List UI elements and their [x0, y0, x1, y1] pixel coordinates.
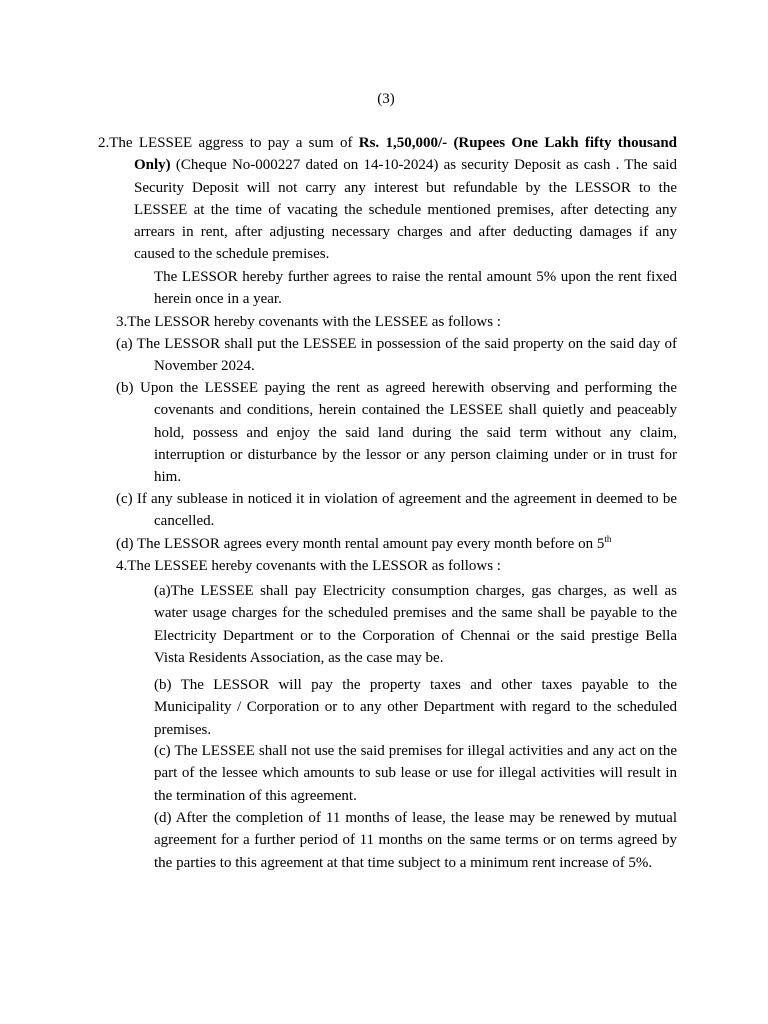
ordinal-suffix: th [604, 534, 612, 544]
clause-4-heading: 4.The LESSEE hereby covenants with the LESSOR as follows : [116, 558, 501, 574]
clause-4-d: (d) After the completion of 11 months of lease, the lease may be renewed by mutual agreement for a further period of 11 months on the same terms or on terms agreed by the parties to this agreement at that time subject to a minimum rent increase of 5%. [154, 810, 677, 871]
page-number: (3) [377, 91, 395, 107]
clause-2-number: 2. [98, 135, 110, 151]
deposit-amount: Rs. 1,50,000/- [358, 135, 448, 151]
clause-2: 2.The LESSEE aggress to pay a sum of Rs. 1,50,000/- (Rupees One Lakh fifty thousand Only) (Cheque No-000227 dated on 14-10-2024) as security Deposit as cash . The said Security Deposit will not carry any interest but refundable by the LESSOR to the LESSEE at the time of vacating the schedule mentioned premises, after detecting any arrears in rent, after adjusting necessary charges and after deducting damages if any caused to the schedule premises. [98, 135, 677, 263]
clause-3-a: (a) The LESSOR shall put the LESSEE in possession of the said property on the said day of November 2024. [116, 336, 677, 375]
clause-3-c: (c) If any sublease in noticed it in violation of agreement and the agreement in deemed to be cancelled. [116, 491, 677, 530]
clause-4-c: (c) The LESSEE shall not use the said premises for illegal activities and any act on the part of the lessee which amounts to sub lease or use for illegal activities will result in the termination of this agreement. [154, 743, 677, 804]
clause-3-d: (d) The LESSOR agrees every month rental amount pay every month before on 5th [116, 534, 612, 552]
clause-4-b: (b) The LESSOR will pay the property taxes and other taxes payable to the Municipality / Corporation or to any other Department with regard to the scheduled premises. [154, 677, 677, 738]
clause-3-b: (b) Upon the LESSEE paying the rent as agreed herewith observing and performing the covenants and conditions, herein contained the LESSEE shall quietly and peaceably hold, possess and enjoy the said land during the said term without any claim, interruption or disturbance by the lessor or any person claiming under or in trust for him. [116, 380, 677, 486]
clause-2-rent-increase: The LESSOR hereby further agrees to raise the rental amount 5% upon the rent fixed herein once in a year. [154, 269, 677, 308]
deposit-amount-words: (Rupees One Lakh fifty thousand Only) [134, 135, 677, 174]
clause-3-heading: 3.The LESSOR hereby covenants with the LESSEE as follows : [116, 314, 501, 330]
clause-4-a: (a)The LESSEE shall pay Electricity consumption charges, gas charges, as well as water usage charges for the scheduled premises and the same shall be payable to the Electricity Department or to the Corporation of Chennai or the said prestige Bella Vista Residents Association, as the case may be. [154, 583, 677, 666]
